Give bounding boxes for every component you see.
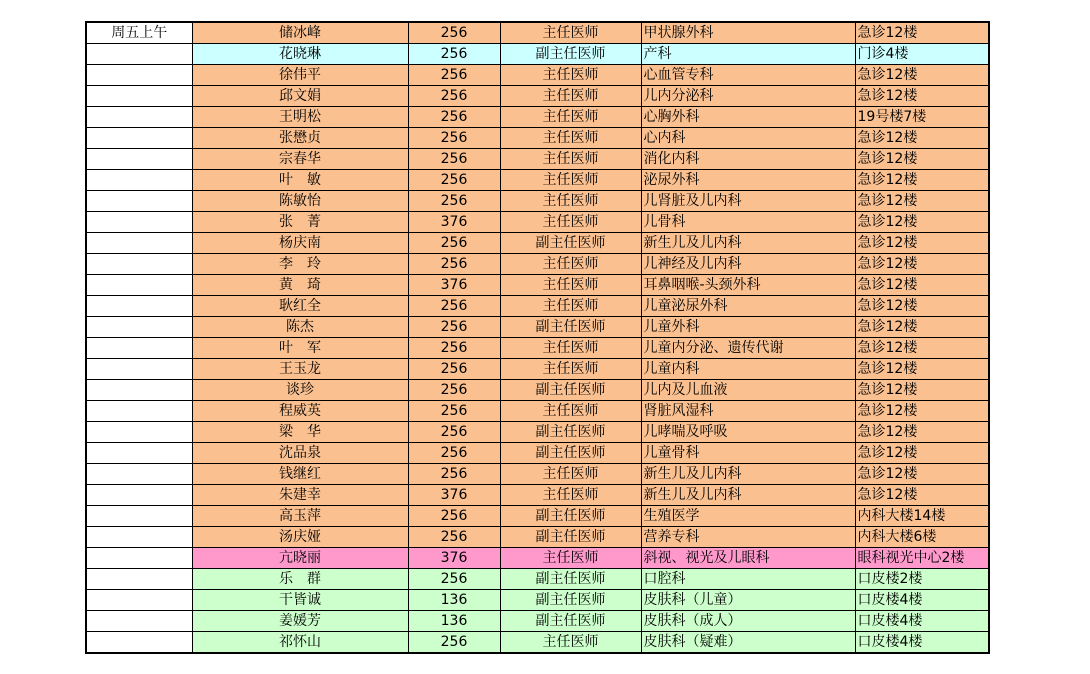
table-row xyxy=(86,338,989,359)
location-cell[interactable]: 急诊12楼 xyxy=(855,65,989,86)
department-cell[interactable]: 生殖医学 xyxy=(641,506,855,527)
doctor-name-cell[interactable]: 沈品泉 xyxy=(192,443,408,464)
fee-cell[interactable]: 256 xyxy=(408,254,500,275)
table-row xyxy=(86,107,989,128)
location-cell[interactable]: 急诊12楼 xyxy=(855,401,989,422)
fee-cell[interactable]: 256 xyxy=(408,527,500,548)
department-cell[interactable]: 儿哮喘及呼吸 xyxy=(641,422,855,443)
department-cell[interactable]: 营养专科 xyxy=(641,527,855,548)
title-cell[interactable]: 主任医师 xyxy=(500,275,641,296)
department-cell[interactable]: 新生儿及儿内科 xyxy=(641,485,855,506)
table-row xyxy=(86,632,989,654)
table-row xyxy=(86,22,989,44)
table-row xyxy=(86,65,989,86)
fee-cell[interactable]: 376 xyxy=(408,485,500,506)
location-cell[interactable]: 口皮楼4楼 xyxy=(855,611,989,632)
doctor-name-cell[interactable]: 钱继红 xyxy=(192,464,408,485)
fee-cell[interactable]: 256 xyxy=(408,191,500,212)
location-cell[interactable]: 内科大楼14楼 xyxy=(855,506,989,527)
doctor-name-cell[interactable]: 高玉萍 xyxy=(192,506,408,527)
title-cell[interactable]: 主任医师 xyxy=(500,65,641,86)
location-cell[interactable]: 口皮楼2楼 xyxy=(855,569,989,590)
title-cell[interactable]: 主任医师 xyxy=(500,128,641,149)
table-row xyxy=(86,44,989,65)
title-cell[interactable]: 副主任医师 xyxy=(500,506,641,527)
doctor-name-cell[interactable]: 杨庆南 xyxy=(192,233,408,254)
doctor-name-cell[interactable]: 徐伟平 xyxy=(192,65,408,86)
title-cell[interactable]: 副主任医师 xyxy=(500,44,641,65)
department-cell[interactable]: 新生儿及儿内科 xyxy=(641,233,855,254)
table-row xyxy=(86,170,989,191)
fee-cell[interactable]: 256 xyxy=(408,359,500,380)
fee-cell[interactable]: 256 xyxy=(408,44,500,65)
day-cell[interactable] xyxy=(86,65,192,86)
table-row xyxy=(86,254,989,275)
fee-cell[interactable]: 256 xyxy=(408,401,500,422)
location-cell[interactable]: 急诊12楼 xyxy=(855,191,989,212)
day-cell[interactable]: 周五上午 xyxy=(86,22,192,44)
department-cell[interactable]: 心血管专科 xyxy=(641,65,855,86)
title-cell[interactable]: 副主任医师 xyxy=(500,233,641,254)
location-cell[interactable]: 急诊12楼 xyxy=(855,338,989,359)
day-cell[interactable] xyxy=(86,548,192,569)
location-cell[interactable]: 门诊4楼 xyxy=(855,44,989,65)
table-row xyxy=(86,128,989,149)
day-cell[interactable] xyxy=(86,359,192,380)
doctor-name-cell[interactable]: 耿红全 xyxy=(192,296,408,317)
schedule-body xyxy=(86,22,989,653)
department-cell[interactable]: 儿肾脏及儿内科 xyxy=(641,191,855,212)
table-row xyxy=(86,401,989,422)
day-cell[interactable] xyxy=(86,632,192,654)
title-cell[interactable]: 副主任医师 xyxy=(500,422,641,443)
title-cell[interactable]: 主任医师 xyxy=(500,107,641,128)
doctor-name-cell[interactable]: 李 玲 xyxy=(192,254,408,275)
table-row xyxy=(86,527,989,548)
title-cell[interactable]: 主任医师 xyxy=(500,296,641,317)
department-cell[interactable]: 儿内及儿血液 xyxy=(641,380,855,401)
doctor-name-cell[interactable]: 宗春华 xyxy=(192,149,408,170)
doctor-name-cell[interactable]: 张 菁 xyxy=(192,212,408,233)
department-cell[interactable]: 耳鼻咽喉-头颈外科 xyxy=(641,275,855,296)
department-cell[interactable]: 泌尿外科 xyxy=(641,170,855,191)
day-cell[interactable] xyxy=(86,44,192,65)
day-cell[interactable] xyxy=(86,86,192,107)
location-cell[interactable]: 急诊12楼 xyxy=(855,296,989,317)
schedule-table xyxy=(85,21,990,654)
doctor-name-cell[interactable]: 亢晓丽 xyxy=(192,548,408,569)
title-cell[interactable]: 主任医师 xyxy=(500,464,641,485)
doctor-name-cell[interactable]: 祁怀山 xyxy=(192,632,408,654)
day-cell[interactable] xyxy=(86,149,192,170)
title-cell[interactable]: 主任医师 xyxy=(500,632,641,654)
fee-cell[interactable]: 256 xyxy=(408,65,500,86)
day-cell[interactable] xyxy=(86,170,192,191)
title-cell[interactable]: 主任医师 xyxy=(500,338,641,359)
day-cell[interactable] xyxy=(86,401,192,422)
table-row xyxy=(86,86,989,107)
day-cell[interactable] xyxy=(86,506,192,527)
fee-cell[interactable]: 256 xyxy=(408,338,500,359)
fee-cell[interactable]: 376 xyxy=(408,212,500,233)
title-cell[interactable]: 主任医师 xyxy=(500,170,641,191)
doctor-name-cell[interactable]: 王玉龙 xyxy=(192,359,408,380)
doctor-name-cell[interactable]: 王明松 xyxy=(192,107,408,128)
table-row xyxy=(86,380,989,401)
title-cell[interactable]: 副主任医师 xyxy=(500,569,641,590)
table-row xyxy=(86,569,989,590)
title-cell[interactable]: 主任医师 xyxy=(500,485,641,506)
location-cell[interactable]: 急诊12楼 xyxy=(855,22,989,44)
day-cell[interactable] xyxy=(86,212,192,233)
day-cell[interactable] xyxy=(86,464,192,485)
title-cell[interactable]: 副主任医师 xyxy=(500,527,641,548)
day-cell[interactable] xyxy=(86,485,192,506)
fee-cell[interactable]: 256 xyxy=(408,233,500,254)
location-cell[interactable]: 急诊12楼 xyxy=(855,233,989,254)
doctor-name-cell[interactable]: 邱文娟 xyxy=(192,86,408,107)
table-row xyxy=(86,233,989,254)
department-cell[interactable]: 心内科 xyxy=(641,128,855,149)
location-cell[interactable]: 急诊12楼 xyxy=(855,212,989,233)
title-cell[interactable]: 主任医师 xyxy=(500,359,641,380)
day-cell[interactable] xyxy=(86,191,192,212)
location-cell[interactable]: 急诊12楼 xyxy=(855,485,989,506)
fee-cell[interactable]: 376 xyxy=(408,548,500,569)
department-cell[interactable]: 儿内分泌科 xyxy=(641,86,855,107)
fee-cell[interactable]: 256 xyxy=(408,422,500,443)
department-cell[interactable]: 儿童泌尿外科 xyxy=(641,296,855,317)
fee-cell[interactable]: 376 xyxy=(408,275,500,296)
location-cell[interactable]: 口皮楼4楼 xyxy=(855,590,989,611)
location-cell[interactable]: 口皮楼4楼 xyxy=(855,632,989,654)
table-row xyxy=(86,212,989,233)
day-cell[interactable] xyxy=(86,107,192,128)
table-row xyxy=(86,506,989,527)
location-cell[interactable]: 急诊12楼 xyxy=(855,359,989,380)
table-row xyxy=(86,485,989,506)
fee-cell[interactable]: 256 xyxy=(408,632,500,654)
location-cell[interactable]: 急诊12楼 xyxy=(855,317,989,338)
fee-cell[interactable]: 256 xyxy=(408,317,500,338)
title-cell[interactable]: 主任医师 xyxy=(500,254,641,275)
title-cell[interactable]: 主任医师 xyxy=(500,149,641,170)
doctor-name-cell[interactable]: 陈敏怡 xyxy=(192,191,408,212)
department-cell[interactable]: 儿童外科 xyxy=(641,317,855,338)
fee-cell[interactable]: 136 xyxy=(408,590,500,611)
doctor-name-cell[interactable]: 梁 华 xyxy=(192,422,408,443)
fee-cell[interactable]: 256 xyxy=(408,149,500,170)
fee-cell[interactable]: 256 xyxy=(408,170,500,191)
location-cell[interactable]: 急诊12楼 xyxy=(855,422,989,443)
location-cell[interactable]: 急诊12楼 xyxy=(855,275,989,296)
fee-cell[interactable]: 256 xyxy=(408,569,500,590)
doctor-name-cell[interactable]: 汤庆娅 xyxy=(192,527,408,548)
location-cell[interactable]: 急诊12楼 xyxy=(855,443,989,464)
day-cell[interactable] xyxy=(86,590,192,611)
day-cell[interactable] xyxy=(86,338,192,359)
day-cell[interactable] xyxy=(86,254,192,275)
doctor-name-cell[interactable]: 黄 琦 xyxy=(192,275,408,296)
location-cell[interactable]: 急诊12楼 xyxy=(855,86,989,107)
fee-cell[interactable]: 256 xyxy=(408,296,500,317)
department-cell[interactable]: 肾脏风湿科 xyxy=(641,401,855,422)
department-cell[interactable]: 口腔科 xyxy=(641,569,855,590)
day-cell[interactable] xyxy=(86,422,192,443)
department-cell[interactable]: 消化内科 xyxy=(641,149,855,170)
title-cell[interactable]: 副主任医师 xyxy=(500,380,641,401)
title-cell[interactable]: 主任医师 xyxy=(500,22,641,44)
table-row xyxy=(86,191,989,212)
title-cell[interactable]: 副主任医师 xyxy=(500,590,641,611)
doctor-name-cell[interactable]: 乐 群 xyxy=(192,569,408,590)
table-row xyxy=(86,317,989,338)
title-cell[interactable]: 主任医师 xyxy=(500,548,641,569)
table-row xyxy=(86,590,989,611)
table-row xyxy=(86,275,989,296)
location-cell[interactable]: 急诊12楼 xyxy=(855,149,989,170)
department-cell[interactable]: 新生儿及儿内科 xyxy=(641,464,855,485)
table-row xyxy=(86,422,989,443)
department-cell[interactable]: 儿童内分泌、遗传代谢 xyxy=(641,338,855,359)
doctor-name-cell[interactable]: 张懋贞 xyxy=(192,128,408,149)
table-row xyxy=(86,548,989,569)
doctor-name-cell[interactable]: 花晓琳 xyxy=(192,44,408,65)
location-cell[interactable]: 急诊12楼 xyxy=(855,170,989,191)
fee-cell[interactable]: 256 xyxy=(408,506,500,527)
title-cell[interactable]: 主任医师 xyxy=(500,86,641,107)
day-cell[interactable] xyxy=(86,380,192,401)
fee-cell[interactable]: 256 xyxy=(408,443,500,464)
department-cell[interactable]: 皮肤科（儿童） xyxy=(641,590,855,611)
day-cell[interactable] xyxy=(86,317,192,338)
department-cell[interactable]: 心胸外科 xyxy=(641,107,855,128)
department-cell[interactable]: 儿童骨科 xyxy=(641,443,855,464)
title-cell[interactable]: 主任医师 xyxy=(500,191,641,212)
table-row xyxy=(86,611,989,632)
department-cell[interactable]: 产科 xyxy=(641,44,855,65)
table-row xyxy=(86,296,989,317)
location-cell[interactable]: 急诊12楼 xyxy=(855,128,989,149)
title-cell[interactable]: 副主任医师 xyxy=(500,611,641,632)
table-row xyxy=(86,149,989,170)
fee-cell[interactable]: 256 xyxy=(408,22,500,44)
day-cell[interactable] xyxy=(86,527,192,548)
doctor-name-cell[interactable]: 朱建幸 xyxy=(192,485,408,506)
title-cell[interactable]: 主任医师 xyxy=(500,212,641,233)
location-cell[interactable]: 急诊12楼 xyxy=(855,464,989,485)
department-cell[interactable]: 皮肤科（疑难） xyxy=(641,632,855,654)
day-cell[interactable] xyxy=(86,296,192,317)
fee-cell[interactable]: 256 xyxy=(408,464,500,485)
day-cell[interactable] xyxy=(86,128,192,149)
department-cell[interactable]: 儿神经及儿内科 xyxy=(641,254,855,275)
day-cell[interactable] xyxy=(86,233,192,254)
department-cell[interactable]: 儿童内科 xyxy=(641,359,855,380)
location-cell[interactable]: 内科大楼6楼 xyxy=(855,527,989,548)
doctor-name-cell[interactable]: 陈杰 xyxy=(192,317,408,338)
location-cell[interactable]: 急诊12楼 xyxy=(855,380,989,401)
title-cell[interactable]: 主任医师 xyxy=(500,401,641,422)
doctor-name-cell[interactable]: 叶 军 xyxy=(192,338,408,359)
day-cell[interactable] xyxy=(86,569,192,590)
fee-cell[interactable]: 136 xyxy=(408,611,500,632)
location-cell[interactable]: 急诊12楼 xyxy=(855,254,989,275)
fee-cell[interactable]: 256 xyxy=(408,86,500,107)
department-cell[interactable]: 儿骨科 xyxy=(641,212,855,233)
day-cell[interactable] xyxy=(86,611,192,632)
department-cell[interactable]: 皮肤科（成人） xyxy=(641,611,855,632)
title-cell[interactable]: 副主任医师 xyxy=(500,317,641,338)
department-cell[interactable]: 斜视、视光及儿眼科 xyxy=(641,548,855,569)
doctor-name-cell[interactable]: 程威英 xyxy=(192,401,408,422)
table-row xyxy=(86,359,989,380)
location-cell[interactable]: 眼科视光中心2楼 xyxy=(855,548,989,569)
location-cell[interactable]: 19号楼7楼 xyxy=(855,107,989,128)
department-cell[interactable]: 甲状腺外科 xyxy=(641,22,855,44)
table-row xyxy=(86,443,989,464)
doctor-name-cell[interactable]: 姜媛芳 xyxy=(192,611,408,632)
doctor-name-cell[interactable]: 储冰峰 xyxy=(192,22,408,44)
fee-cell[interactable]: 256 xyxy=(408,380,500,401)
title-cell[interactable]: 副主任医师 xyxy=(500,443,641,464)
day-cell[interactable] xyxy=(86,443,192,464)
doctor-name-cell[interactable]: 谈珍 xyxy=(192,380,408,401)
doctor-name-cell[interactable]: 干皆诚 xyxy=(192,590,408,611)
fee-cell[interactable]: 256 xyxy=(408,107,500,128)
fee-cell[interactable]: 256 xyxy=(408,128,500,149)
day-cell[interactable] xyxy=(86,275,192,296)
doctor-name-cell[interactable]: 叶 敏 xyxy=(192,170,408,191)
table-row xyxy=(86,464,989,485)
